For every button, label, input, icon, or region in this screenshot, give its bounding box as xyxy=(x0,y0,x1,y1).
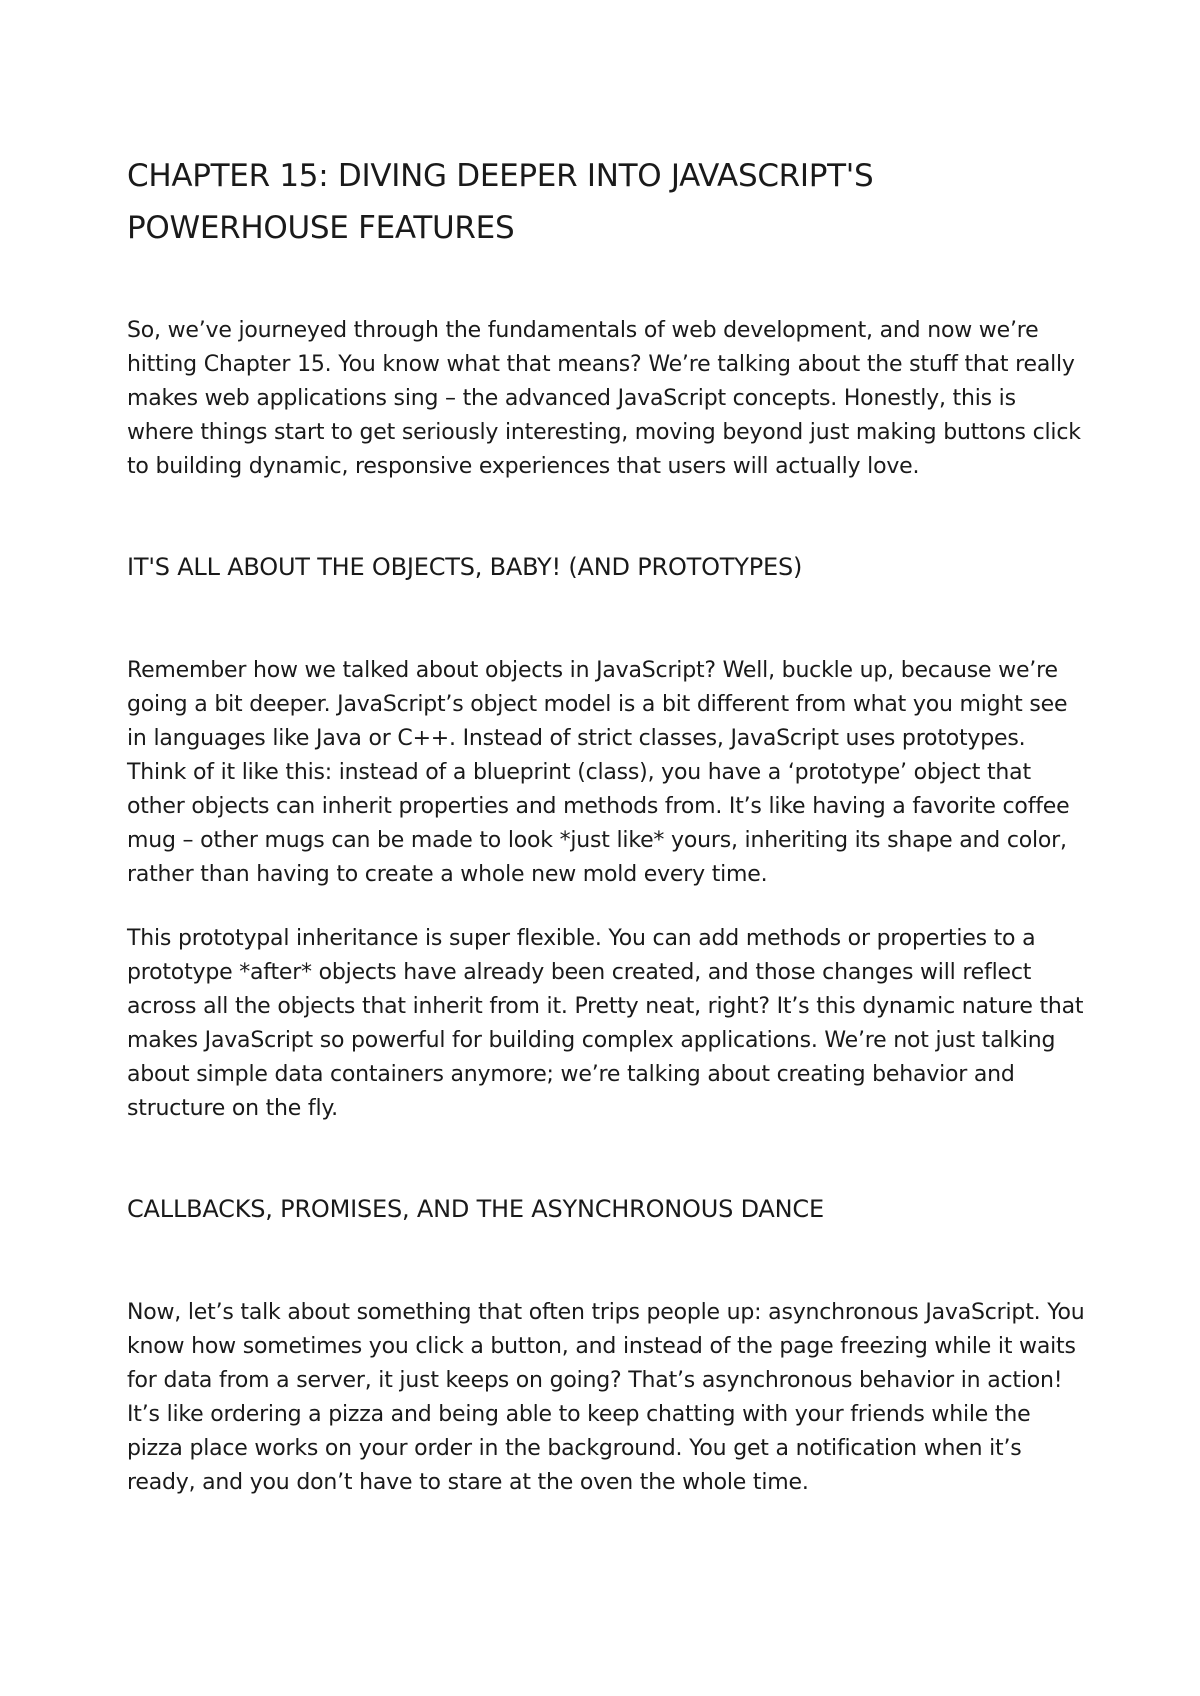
objects-paragraph-2: This prototypal inheritance is super flexible. You can add methods or properties to a prototype *after* objects have already been created, and those changes will reflect across all the objects that inherit from it. Pretty neat, right? It’s this dynamic nature that makes JavaScript so powerful for building complex applications. We’re not just talking about simple data containers anymore; we’re talking about creating behavior and structure on the fly. xyxy=(127,926,1084,1121)
intro-paragraph: So, we’ve journeyed through the fundamentals of web development, and now we’re hitting Chapter 15. You know what that means? We’re talking about the stuff that really makes web applications sing – the advanced JavaScript concepts. Honestly, this is where things start to get seriously interesting, moving beyond just making buttons click to building dynamic, responsive experiences that users will actually love. xyxy=(127,318,1081,479)
section-heading-async: CALLBACKS, PROMISES, AND THE ASYNCHRONOUS DANCE xyxy=(127,1195,824,1223)
async-paragraph-1: Now, let’s talk about something that often trips people up: asynchronous JavaScript. You know how sometimes you click a button, and instead of the page freezing while it waits for data from a server, it just keeps on going? That’s asynchronous behavior in action! It’s like ordering a pizza and being able to keep chatting with your friends while the pizza place works on your order in the background. You get a notification when it’s ready, and you don’t have to stare at the oven the whole time. xyxy=(127,1300,1085,1495)
section-heading-objects: IT'S ALL ABOUT THE OBJECTS, BABY! (AND PROTOTYPES) xyxy=(127,553,803,581)
objects-paragraph-1: Remember how we talked about objects in JavaScript? Well, buckle up, because we’re going a bit deeper. JavaScript’s object model is a bit different from what you might see in languages like Java or C++. Instead of strict classes, JavaScript uses prototypes. Think of it like this: instead of a blueprint (class), you have a ‘prototype’ object that other objects can inherit properties and methods from. It’s like having a favorite coffee mug – other mugs can be made to look *just like* yours, inheriting its shape and color, rather than having to create a whole new mold every time. xyxy=(127,658,1070,887)
chapter-title: CHAPTER 15: DIVING DEEPER INTO JAVASCRIPT'S POWERHOUSE FEATURES xyxy=(127,158,874,246)
document-page xyxy=(127,150,1087,1500)
